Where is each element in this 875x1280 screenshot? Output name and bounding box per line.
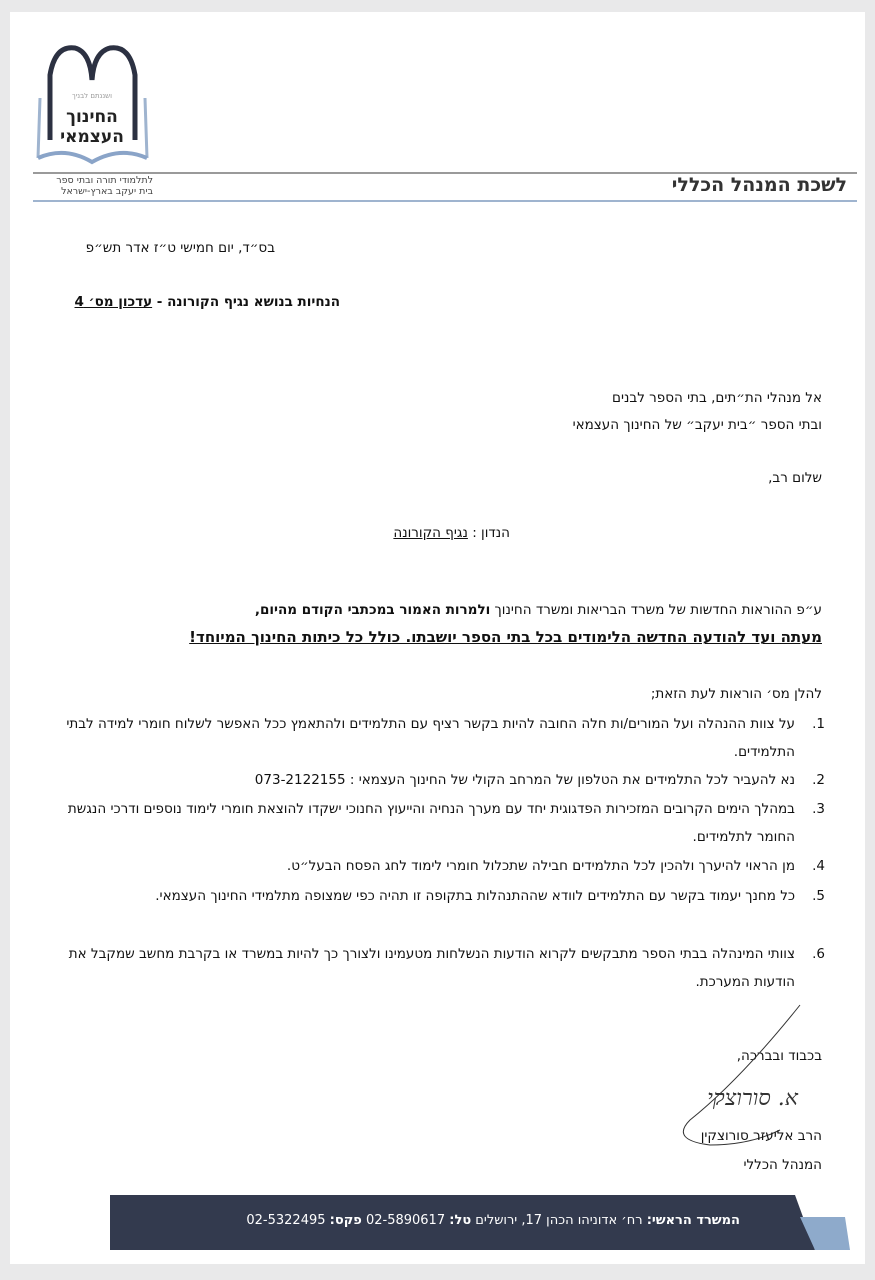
list-item xyxy=(35,940,825,996)
title-text: הנחיות בנושא נגיף הקורונה - xyxy=(152,294,340,310)
list-item xyxy=(65,766,825,794)
intro-text: ע״פ ההוראות החדשות של משרד הבריאות ומשרד החינוך xyxy=(490,602,822,618)
item-number: 3. xyxy=(812,801,825,817)
date-line: בס״ד, יום חמישי ט״ז אדר תש״פ xyxy=(85,240,275,256)
tel-label: טל: xyxy=(449,1213,472,1228)
tagline xyxy=(33,175,153,197)
tel-number: 02-5890617 xyxy=(361,1213,450,1228)
office-title: לשכת המנהל הכללי xyxy=(671,174,847,196)
recipients-line: אל מנהלי הת״תים, בתי הספר לבנים xyxy=(612,390,822,406)
item-text: מן הראוי להיערך ולהכין לכל התלמידים חבילה שתכלול חומרי לימוד לחג הפסח הבעל״ט. xyxy=(286,858,795,874)
footer-contact xyxy=(246,1213,740,1228)
intro-bold: ולמרות האמור במכתבי הקודם מהיום, xyxy=(254,602,491,618)
item-number: 1. xyxy=(812,716,825,732)
item-text: צוותי המינהלה בבתי הספר מתבקשים לקרוא הודעות הנשלחות מטעמינו ולצורך כך להיות במשרד או בקרבת מחשב שמקבל את הודעות המערכת. xyxy=(68,946,795,990)
header-divider-blue xyxy=(33,200,857,202)
subject-value: נגיף הקורונה xyxy=(393,525,468,541)
headline: מעתה ועד להודעה החדשה הלימודים בכל בתי הספר יושבתו. כולל כל כיתות החינוך המיוחד! xyxy=(189,628,822,646)
list-item xyxy=(35,795,825,851)
letter-title xyxy=(75,294,340,310)
svg-text:א. סורוצקי: א. סורוצקי xyxy=(707,1086,798,1111)
update-number: עדכון מס׳ 4 xyxy=(74,294,153,310)
footer-address: רח׳ אדוניהו הכהן 17, ירושלים xyxy=(471,1213,647,1228)
item-number: 6. xyxy=(812,946,825,962)
item-number: 5. xyxy=(812,888,825,904)
item-number: 4. xyxy=(812,858,825,874)
intro-line xyxy=(255,602,822,618)
item-text: כל מחנך יעמוד בקשר עם התלמידים לוודא שההתנהלות בתקופה זו תהיה כפי שמצופה מתלמידי החינוך העצמאי. xyxy=(155,888,795,904)
subject-line xyxy=(393,525,510,541)
list-item xyxy=(65,882,825,910)
fax-label: פקס: xyxy=(329,1213,362,1228)
tagline-line: לתלמודי תורה ובתי ספר xyxy=(56,175,153,186)
signer-title: המנהל הכללי xyxy=(743,1157,822,1173)
recipients-line: ובתי הספר ״בית יעקב״ של החינוך העצמאי xyxy=(572,417,822,433)
item-text: נא להעביר לכל התלמידים את הטלפון של המרחב הקולי של החינוך העצמאי : 073-2122155 xyxy=(254,772,795,788)
subject-label: הנדון : xyxy=(467,525,510,541)
signer-name: הרב אליעזר סורוצקין xyxy=(700,1128,822,1144)
svg-text:החינוך: החינוך xyxy=(66,107,118,127)
item-number: 2. xyxy=(812,772,825,788)
footer-label: המשרד הראשי: xyxy=(646,1213,740,1228)
item-text: במהלך הימים הקרובים המזכירות הפדגוגית יחד עם מערך הנחיה והייעוץ החנוכי ישקדו להוצאת חומרי לימוד נוספים ודרכי הנגשת החומר לתלמידים. xyxy=(67,801,795,845)
logo-book-icon xyxy=(30,40,155,165)
svg-text:ושננתם לבניך: ושננתם לבניך xyxy=(71,92,113,100)
list-item xyxy=(65,852,825,880)
closing: בכבוד ובברכה, xyxy=(736,1048,822,1064)
tagline-line: בית יעקב בארץ-ישראל xyxy=(61,186,153,197)
svg-text:העצמאי: העצמאי xyxy=(60,127,124,147)
item-text: על צוות ההנהלה ועל המורים/ות חלה החובה להיות בקשר רציף עם התלמידים ולהתאמץ ככל האפשר לשלוח חומרי למידה לבתי התלמידים. xyxy=(66,716,795,760)
greeting: שלום רב, xyxy=(768,470,822,486)
list-item xyxy=(65,710,825,766)
fax-number: 02-5322495 xyxy=(246,1213,330,1228)
list-intro: להלן מס׳ הוראות לעת הזאת; xyxy=(650,686,822,702)
